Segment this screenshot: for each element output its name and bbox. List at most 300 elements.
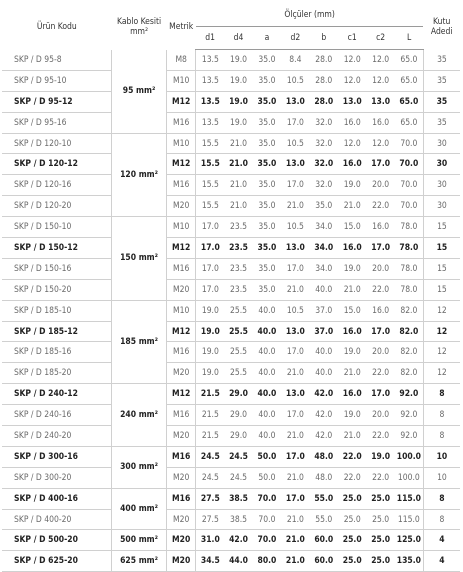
dimension-cell-c1: 16.0 — [338, 154, 366, 175]
dimension-cell-d1: 21.5 — [196, 426, 224, 447]
dimension-cell-c2: 17.0 — [366, 321, 394, 342]
urun-kodu-cell: SKP / D 150-16 — [2, 258, 112, 279]
dimension-cell-c1: 19.0 — [338, 258, 366, 279]
dimension-cell-d2: 21.0 — [281, 196, 309, 217]
kutu-adedi-cell: 12 — [423, 342, 460, 363]
dimension-cell-d1: 17.0 — [196, 279, 224, 300]
dimension-cell-d2: 10.5 — [281, 133, 309, 154]
dimension-cell-c2: 20.0 — [366, 405, 394, 426]
dimension-cell-a: 35.0 — [253, 70, 281, 91]
kutu-adedi-cell: 10 — [423, 467, 460, 488]
dimension-cell-b: 32.0 — [310, 154, 338, 175]
metrik-cell: M8 — [166, 50, 195, 71]
kutu-adedi-cell: 8 — [423, 384, 460, 405]
dimension-cell-d1: 15.5 — [196, 133, 224, 154]
dimension-cell-c2: 17.0 — [366, 238, 394, 259]
dimension-cell-c2: 20.0 — [366, 258, 394, 279]
header-kutu-line2: Adedi — [430, 26, 453, 37]
table-row — [2, 258, 460, 279]
dimension-cell-b: 28.0 — [310, 91, 338, 112]
dimension-cell-d4: 24.5 — [224, 467, 252, 488]
dimension-cell-d4: 42.0 — [224, 530, 252, 551]
dimension-cell-b: 34.0 — [310, 238, 338, 259]
dimension-cell-d2: 21.0 — [281, 530, 309, 551]
metrik-cell: M16 — [166, 175, 195, 196]
dimension-cell-d2: 21.0 — [281, 551, 309, 572]
dimension-cell-d4: 38.5 — [224, 488, 252, 509]
metrik-cell: M10 — [166, 133, 195, 154]
kablo-kesiti-cell: 500 mm² — [112, 530, 167, 551]
dimension-cell-d1: 15.5 — [196, 196, 224, 217]
kablo-kesiti-cell: 400 mm² — [112, 488, 167, 530]
kutu-adedi-cell: 15 — [423, 258, 460, 279]
table-row — [2, 238, 460, 259]
table-row — [2, 217, 460, 238]
dimension-cell-d2: 10.5 — [281, 217, 309, 238]
dimension-cell-b: 60.0 — [310, 551, 338, 572]
header-col-a: a — [253, 27, 281, 50]
dimension-cell-d4: 21.0 — [224, 175, 252, 196]
table-header — [2, 4, 460, 50]
table-row — [2, 426, 460, 447]
header-kutu-adedi — [423, 4, 460, 50]
dimension-cell-b: 48.0 — [310, 446, 338, 467]
urun-kodu-cell: SKP / D 240-12 — [2, 384, 112, 405]
dimension-cell-a: 35.0 — [253, 154, 281, 175]
dimension-cell-L: 78.0 — [395, 279, 424, 300]
dimension-cell-L: 70.0 — [395, 133, 424, 154]
dimension-cell-d1: 31.0 — [196, 530, 224, 551]
dimension-cell-c2: 25.0 — [366, 551, 394, 572]
table-row — [2, 154, 460, 175]
urun-kodu-cell: SKP / D 150-20 — [2, 279, 112, 300]
dimension-cell-a: 40.0 — [253, 321, 281, 342]
dimension-cell-a: 35.0 — [253, 133, 281, 154]
table-row — [2, 196, 460, 217]
dimension-cell-a: 80.0 — [253, 551, 281, 572]
dimension-cell-c1: 12.0 — [338, 50, 366, 71]
dimension-cell-d1: 19.0 — [196, 321, 224, 342]
dimension-cell-L: 100.0 — [395, 467, 424, 488]
dimension-cell-d4: 19.0 — [224, 70, 252, 91]
dimension-cell-c2: 22.0 — [366, 196, 394, 217]
header-urun-kodu: Ürün Kodu — [36, 21, 77, 32]
kablo-kesiti-cell: 625 mm² — [112, 551, 167, 572]
dimension-cell-a: 35.0 — [253, 91, 281, 112]
dimension-cell-a: 40.0 — [253, 342, 281, 363]
dimension-cell-c2: 25.0 — [366, 530, 394, 551]
dimension-cell-d2: 21.0 — [281, 279, 309, 300]
urun-kodu-cell: SKP / D 240-20 — [2, 426, 112, 447]
dimension-cell-d1: 15.5 — [196, 175, 224, 196]
dimension-cell-c2: 16.0 — [366, 300, 394, 321]
dimension-cell-d1: 24.5 — [196, 446, 224, 467]
dimension-cell-d1: 19.0 — [196, 342, 224, 363]
dimension-cell-c1: 12.0 — [338, 70, 366, 91]
dimension-cell-L: 65.0 — [395, 112, 424, 133]
dimension-cell-d1: 15.5 — [196, 154, 224, 175]
table-row — [2, 405, 460, 426]
kutu-adedi-cell: 12 — [423, 321, 460, 342]
kutu-adedi-cell: 15 — [423, 217, 460, 238]
kutu-adedi-cell: 35 — [423, 50, 460, 71]
dimension-cell-c1: 25.0 — [338, 551, 366, 572]
table-row — [2, 112, 460, 133]
dimension-cell-L: 65.0 — [395, 70, 424, 91]
kutu-adedi-cell: 35 — [423, 70, 460, 91]
dimension-cell-d1: 24.5 — [196, 467, 224, 488]
dimension-cell-d4: 23.5 — [224, 217, 252, 238]
kutu-adedi-cell: 30 — [423, 175, 460, 196]
dimension-cell-c1: 21.0 — [338, 279, 366, 300]
dimension-cell-d4: 29.0 — [224, 384, 252, 405]
dimension-cell-d1: 13.5 — [196, 50, 224, 71]
dimension-cell-c2: 22.0 — [366, 426, 394, 447]
metrik-cell: M16 — [166, 112, 195, 133]
table-row — [2, 551, 460, 572]
table-row — [2, 321, 460, 342]
dimension-cell-c2: 17.0 — [366, 154, 394, 175]
dimension-cell-b: 60.0 — [310, 530, 338, 551]
metrik-cell: M12 — [166, 238, 195, 259]
dimension-cell-d4: 29.0 — [224, 405, 252, 426]
kutu-adedi-cell: 30 — [423, 133, 460, 154]
metrik-cell: M20 — [166, 551, 195, 572]
header-col-b: b — [310, 27, 338, 50]
dimension-cell-a: 35.0 — [253, 279, 281, 300]
kutu-adedi-cell: 15 — [423, 279, 460, 300]
dimension-cell-a: 35.0 — [253, 238, 281, 259]
urun-kodu-cell: SKP / D 240-16 — [2, 405, 112, 426]
dimension-cell-d2: 17.0 — [281, 405, 309, 426]
dimension-cell-d2: 17.0 — [281, 342, 309, 363]
urun-kodu-cell: SKP / D 120-10 — [2, 133, 112, 154]
urun-kodu-cell: SKP / D 95-10 — [2, 70, 112, 91]
dimension-cell-c2: 25.0 — [366, 509, 394, 530]
dimension-cell-c2: 22.0 — [366, 279, 394, 300]
dimension-cell-b: 32.0 — [310, 175, 338, 196]
dimension-cell-L: 82.0 — [395, 300, 424, 321]
dimension-cell-L: 125.0 — [395, 530, 424, 551]
dimension-cell-d1: 34.5 — [196, 551, 224, 572]
dimension-cell-d1: 19.0 — [196, 300, 224, 321]
kutu-adedi-cell: 12 — [423, 363, 460, 384]
metrik-cell: M10 — [166, 217, 195, 238]
kutu-adedi-cell: 12 — [423, 300, 460, 321]
dimension-cell-c1: 12.0 — [338, 133, 366, 154]
metrik-cell: M20 — [166, 426, 195, 447]
header-kablo-line1: Kablo Kesiti — [116, 16, 162, 27]
metrik-cell: M20 — [166, 530, 195, 551]
header-col-L: L — [395, 27, 424, 50]
metrik-cell: M20 — [166, 467, 195, 488]
dimension-cell-L: 70.0 — [395, 154, 424, 175]
dimension-cell-d2: 21.0 — [281, 467, 309, 488]
kablo-kesiti-cell: 300 mm² — [112, 446, 167, 488]
dimension-cell-L: 82.0 — [395, 363, 424, 384]
dimension-cell-d1: 13.5 — [196, 91, 224, 112]
table-row — [2, 446, 460, 467]
dimension-cell-d2: 13.0 — [281, 238, 309, 259]
dimension-cell-d2: 21.0 — [281, 363, 309, 384]
kutu-adedi-cell: 8 — [423, 426, 460, 447]
dimension-cell-c1: 22.0 — [338, 467, 366, 488]
dimension-cell-c1: 21.0 — [338, 196, 366, 217]
header-col-c2: c2 — [366, 27, 394, 50]
dimension-cell-a: 35.0 — [253, 217, 281, 238]
dimension-cell-d2: 13.0 — [281, 154, 309, 175]
dimension-cell-c1: 16.0 — [338, 112, 366, 133]
dimension-cell-d4: 25.5 — [224, 342, 252, 363]
dimension-cell-c2: 12.0 — [366, 70, 394, 91]
dimension-cell-d2: 17.0 — [281, 112, 309, 133]
dimension-cell-d4: 21.0 — [224, 133, 252, 154]
dimension-cell-c2: 13.0 — [366, 91, 394, 112]
header-col-d2: d2 — [281, 27, 309, 50]
dimension-cell-c1: 16.0 — [338, 238, 366, 259]
table-row — [2, 70, 460, 91]
dimension-cell-a: 50.0 — [253, 467, 281, 488]
dimension-cell-L: 70.0 — [395, 196, 424, 217]
dimension-cell-d4: 19.0 — [224, 50, 252, 71]
dimension-cell-d4: 25.5 — [224, 321, 252, 342]
kutu-adedi-cell: 8 — [423, 405, 460, 426]
header-kutu-line1: Kutu — [433, 16, 451, 27]
urun-kodu-cell: SKP / D 185-12 — [2, 321, 112, 342]
dimension-cell-d4: 25.5 — [224, 363, 252, 384]
header-col-c1: c1 — [338, 27, 366, 50]
product-dimensions-table — [2, 4, 460, 572]
table-body — [2, 50, 460, 572]
dimension-cell-L: 115.0 — [395, 488, 424, 509]
dimension-cell-c1: 13.0 — [338, 91, 366, 112]
dimension-cell-b: 48.0 — [310, 467, 338, 488]
urun-kodu-cell: SKP / D 120-12 — [2, 154, 112, 175]
dimension-cell-b: 55.0 — [310, 509, 338, 530]
dimension-cell-d4: 19.0 — [224, 112, 252, 133]
dimension-cell-d4: 23.5 — [224, 258, 252, 279]
dimension-cell-c2: 16.0 — [366, 217, 394, 238]
dimension-cell-d1: 21.5 — [196, 384, 224, 405]
dimension-cell-c1: 19.0 — [338, 342, 366, 363]
urun-kodu-cell: SKP / D 400-20 — [2, 509, 112, 530]
table-row — [2, 509, 460, 530]
dimension-cell-c2: 20.0 — [366, 175, 394, 196]
dimension-cell-d1: 17.0 — [196, 258, 224, 279]
table-row — [2, 488, 460, 509]
dimension-cell-a: 35.0 — [253, 258, 281, 279]
dimension-cell-a: 35.0 — [253, 50, 281, 71]
kutu-adedi-cell: 30 — [423, 196, 460, 217]
dimension-cell-L: 82.0 — [395, 342, 424, 363]
dimension-cell-a: 40.0 — [253, 384, 281, 405]
dimension-cell-a: 40.0 — [253, 426, 281, 447]
dimension-cell-b: 42.0 — [310, 426, 338, 447]
urun-kodu-cell: SKP / D 150-10 — [2, 217, 112, 238]
dimension-cell-d2: 17.0 — [281, 175, 309, 196]
metrik-cell: M16 — [166, 258, 195, 279]
dimension-cell-L: 135.0 — [395, 551, 424, 572]
table-row — [2, 279, 460, 300]
dimension-cell-c1: 19.0 — [338, 175, 366, 196]
dimension-cell-L: 78.0 — [395, 258, 424, 279]
dimension-cell-b: 40.0 — [310, 279, 338, 300]
table-row — [2, 91, 460, 112]
dimension-cell-L: 100.0 — [395, 446, 424, 467]
dimension-cell-c2: 22.0 — [366, 363, 394, 384]
dimension-cell-d4: 21.0 — [224, 154, 252, 175]
dimension-cell-c1: 25.0 — [338, 488, 366, 509]
metrik-cell: M12 — [166, 321, 195, 342]
dimension-cell-c1: 16.0 — [338, 321, 366, 342]
dimension-cell-L: 92.0 — [395, 426, 424, 447]
dimension-cell-a: 35.0 — [253, 196, 281, 217]
metrik-cell: M10 — [166, 70, 195, 91]
dimension-cell-d2: 21.0 — [281, 426, 309, 447]
urun-kodu-cell: SKP / D 120-16 — [2, 175, 112, 196]
metrik-cell: M12 — [166, 384, 195, 405]
kutu-adedi-cell: 35 — [423, 112, 460, 133]
metrik-cell: M10 — [166, 300, 195, 321]
dimension-cell-a: 70.0 — [253, 530, 281, 551]
table-row — [2, 133, 460, 154]
dimension-cell-d4: 29.0 — [224, 426, 252, 447]
kutu-adedi-cell: 4 — [423, 530, 460, 551]
dimension-cell-d2: 17.0 — [281, 488, 309, 509]
header-kablo-line2: mm² — [130, 26, 149, 37]
kablo-kesiti-cell: 120 mm² — [112, 133, 167, 217]
dimension-cell-c1: 16.0 — [338, 384, 366, 405]
dimension-cell-b: 34.0 — [310, 217, 338, 238]
dimension-cell-a: 40.0 — [253, 363, 281, 384]
table-row — [2, 363, 460, 384]
dimension-cell-b: 37.0 — [310, 321, 338, 342]
dimension-cell-c2: 17.0 — [366, 384, 394, 405]
header-olculer: Ölçüler (mm) — [196, 4, 423, 27]
dimension-cell-d2: 13.0 — [281, 321, 309, 342]
dimension-cell-d4: 21.0 — [224, 196, 252, 217]
dimension-cell-c2: 19.0 — [366, 446, 394, 467]
dimension-cell-d4: 23.5 — [224, 238, 252, 259]
table-row — [2, 300, 460, 321]
dimension-cell-b: 42.0 — [310, 405, 338, 426]
metrik-cell: M16 — [166, 342, 195, 363]
urun-kodu-cell: SKP / D 120-20 — [2, 196, 112, 217]
dimension-cell-a: 40.0 — [253, 300, 281, 321]
kablo-kesiti-cell: 185 mm² — [112, 300, 167, 384]
urun-kodu-cell: SKP / D 185-10 — [2, 300, 112, 321]
dimension-cell-c1: 22.0 — [338, 446, 366, 467]
urun-kodu-cell: SKP / D 95-16 — [2, 112, 112, 133]
header-metrik: Metrik — [169, 21, 194, 32]
kutu-adedi-cell: 8 — [423, 509, 460, 530]
dimension-cell-d4: 25.5 — [224, 300, 252, 321]
dimension-cell-d1: 21.5 — [196, 405, 224, 426]
urun-kodu-cell: SKP / D 300-20 — [2, 467, 112, 488]
dimension-cell-c2: 22.0 — [366, 467, 394, 488]
dimension-cell-L: 65.0 — [395, 50, 424, 71]
dimension-cell-c1: 25.0 — [338, 530, 366, 551]
dimension-cell-L: 92.0 — [395, 384, 424, 405]
dimension-cell-d4: 44.0 — [224, 551, 252, 572]
dimension-cell-c2: 12.0 — [366, 133, 394, 154]
dimension-cell-a: 70.0 — [253, 488, 281, 509]
dimension-cell-d2: 17.0 — [281, 258, 309, 279]
table-row — [2, 175, 460, 196]
urun-kodu-cell: SKP / D 300-16 — [2, 446, 112, 467]
dimension-cell-c2: 16.0 — [366, 112, 394, 133]
dimension-cell-L: 78.0 — [395, 217, 424, 238]
dimension-cell-d4: 19.0 — [224, 91, 252, 112]
dimension-cell-d1: 27.5 — [196, 488, 224, 509]
table-row — [2, 530, 460, 551]
kutu-adedi-cell: 8 — [423, 488, 460, 509]
metrik-cell: M20 — [166, 363, 195, 384]
dimension-cell-d1: 27.5 — [196, 509, 224, 530]
table-row — [2, 384, 460, 405]
dimension-cell-c1: 15.0 — [338, 300, 366, 321]
dimension-cell-b: 28.0 — [310, 70, 338, 91]
urun-kodu-cell: SKP / D 95-8 — [2, 50, 112, 71]
dimension-cell-a: 35.0 — [253, 112, 281, 133]
metrik-cell: M16 — [166, 488, 195, 509]
urun-kodu-cell: SKP / D 400-16 — [2, 488, 112, 509]
urun-kodu-cell: SKP / D 185-16 — [2, 342, 112, 363]
dimension-cell-d4: 24.5 — [224, 446, 252, 467]
dimension-cell-c1: 21.0 — [338, 426, 366, 447]
kutu-adedi-cell: 15 — [423, 238, 460, 259]
kutu-adedi-cell: 35 — [423, 91, 460, 112]
dimension-cell-d2: 10.5 — [281, 70, 309, 91]
table-row — [2, 50, 460, 71]
dimension-cell-L: 82.0 — [395, 321, 424, 342]
dimension-cell-c1: 19.0 — [338, 405, 366, 426]
metrik-cell: M16 — [166, 405, 195, 426]
dimension-cell-c1: 15.0 — [338, 217, 366, 238]
dimension-cell-d2: 21.0 — [281, 509, 309, 530]
dimension-cell-c2: 20.0 — [366, 342, 394, 363]
urun-kodu-cell: SKP / D 150-12 — [2, 238, 112, 259]
metrik-cell: M12 — [166, 154, 195, 175]
dimension-cell-b: 34.0 — [310, 258, 338, 279]
urun-kodu-cell: SKP / D 95-12 — [2, 91, 112, 112]
dimension-cell-b: 40.0 — [310, 342, 338, 363]
urun-kodu-cell: SKP / D 500-20 — [2, 530, 112, 551]
dimension-cell-d1: 17.0 — [196, 238, 224, 259]
dimension-cell-L: 115.0 — [395, 509, 424, 530]
table-row — [2, 342, 460, 363]
kablo-kesiti-cell: 240 mm² — [112, 384, 167, 447]
dimension-cell-b: 55.0 — [310, 488, 338, 509]
table-row — [2, 467, 460, 488]
dimension-cell-a: 70.0 — [253, 509, 281, 530]
dimension-cell-L: 92.0 — [395, 405, 424, 426]
dimension-cell-c2: 25.0 — [366, 488, 394, 509]
dimension-cell-c1: 25.0 — [338, 509, 366, 530]
dimension-cell-L: 65.0 — [395, 91, 424, 112]
dimension-cell-a: 50.0 — [253, 446, 281, 467]
kutu-adedi-cell: 30 — [423, 154, 460, 175]
dimension-cell-d1: 13.5 — [196, 112, 224, 133]
dimension-cell-d2: 13.0 — [281, 91, 309, 112]
dimension-cell-d2: 13.0 — [281, 384, 309, 405]
metrik-cell: M20 — [166, 196, 195, 217]
dimension-cell-b: 40.0 — [310, 363, 338, 384]
dimension-cell-b: 42.0 — [310, 384, 338, 405]
kutu-adedi-cell: 4 — [423, 551, 460, 572]
metrik-cell: M12 — [166, 91, 195, 112]
header-col-d4: d4 — [224, 27, 252, 50]
